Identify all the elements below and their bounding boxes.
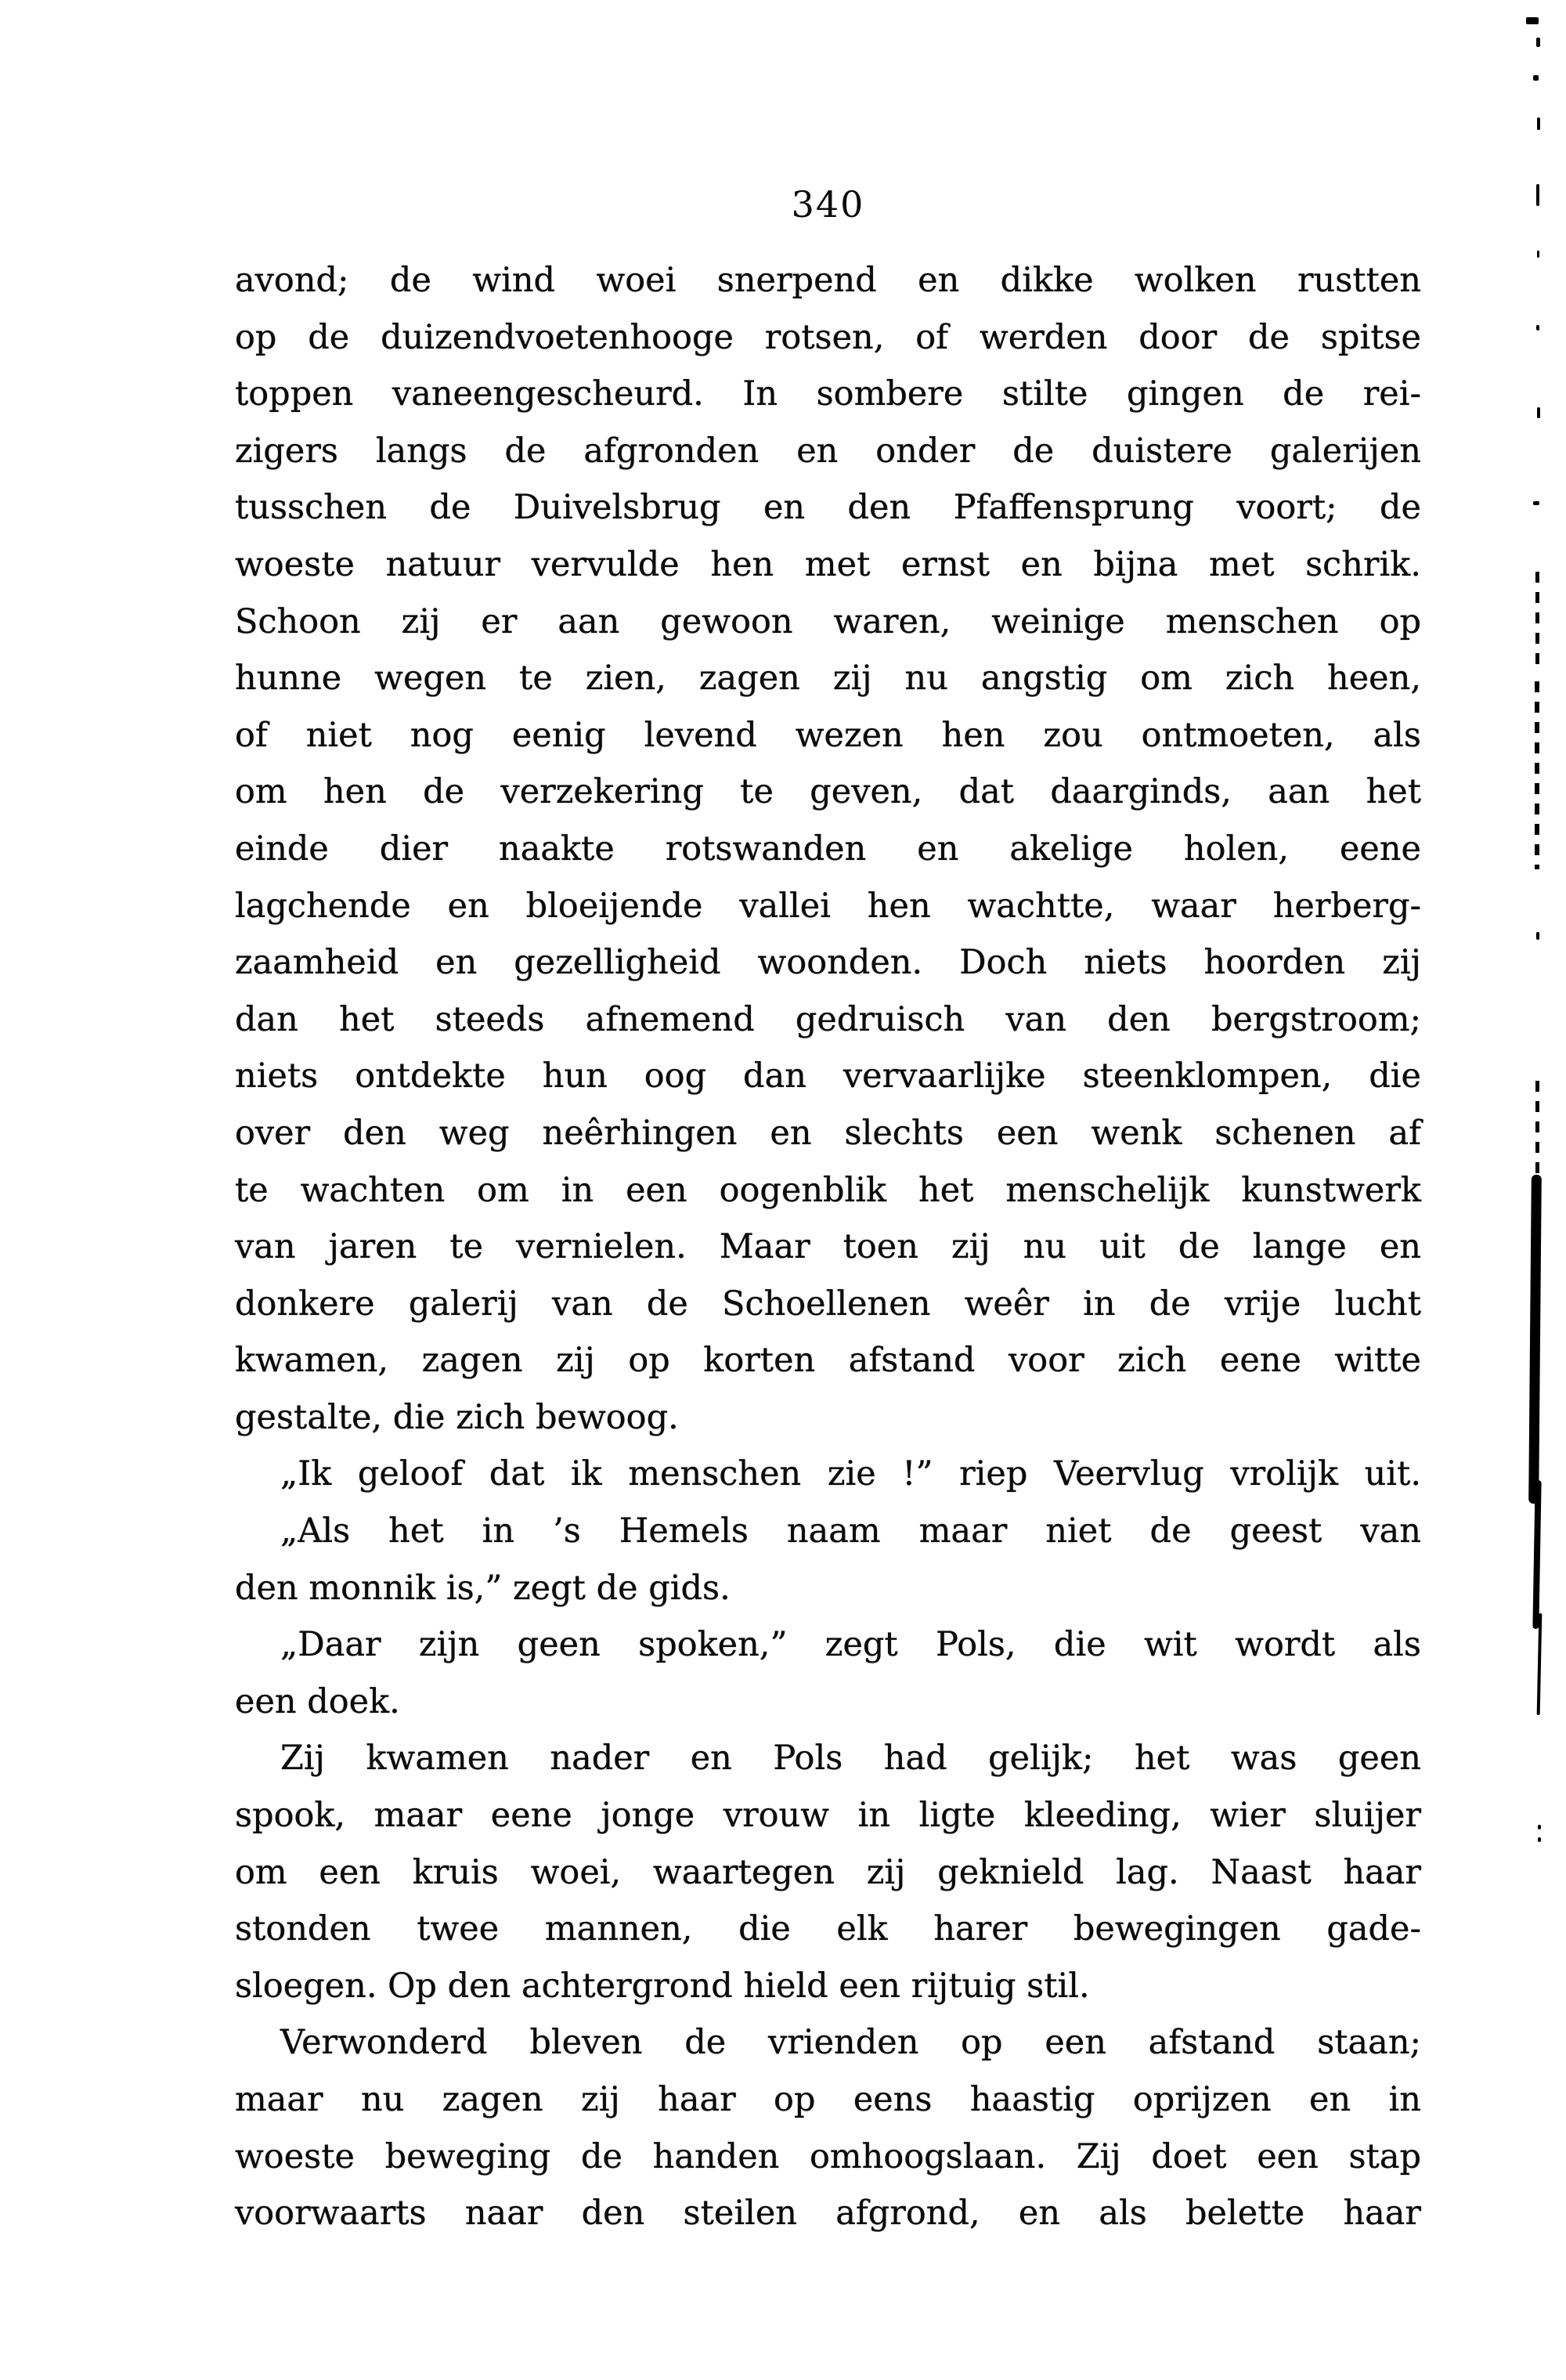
text-line: kwamen, zagen zij op korten afstand voor zich eene witte: [235, 1341, 1421, 1381]
text-line: Zij kwamen nader en Pols had gelijk; het was geen: [280, 1739, 1421, 1779]
text-line: Verwonderd bleven de vrienden op een afstand staan;: [280, 2023, 1421, 2063]
text-line: gestalte, die zich bewoog.: [235, 1397, 679, 1437]
text-line: om een kruis woei, waartegen zij geknield lag. Naast haar: [235, 1852, 1421, 1892]
text-line: sloegen. Op den achtergrond hield een rijtuig stil.: [235, 1966, 1090, 2006]
text-line: zaamheid en gezelligheid woonden. Doch niets hoorden zij: [235, 943, 1421, 983]
text-line: „Daar zijn geen spoken,” zegt Pols, die wit wordt als: [280, 1625, 1421, 1665]
ink-speck: [1537, 407, 1540, 418]
text-line: om hen de verzekering te geven, dat daarginds, aan het: [235, 772, 1421, 812]
text-line: of niet nog eenig levend wezen hen zou ontmoeten, als: [235, 715, 1421, 755]
text-line: woeste natuur vervulde hen met ernst en bijna met schrik.: [235, 544, 1421, 584]
ink-streak: [1537, 1613, 1543, 1715]
ink-streak: [1535, 681, 1539, 869]
text-line: stonden twee mannen, die elk harer bewegingen gade-: [235, 1909, 1421, 1949]
text-line: lagchende en bloeijende vallei hen wachtte, waar herberg-: [235, 886, 1421, 926]
text-line: einde dier naakte rotswanden en akelige holen, eene: [235, 829, 1421, 869]
text-line: maar nu zagen zij haar op eens haastig oprijzen en in: [235, 2080, 1421, 2119]
text-line: den monnik is,” zegt de gids.: [235, 1568, 731, 1608]
text-line: voorwaarts naar den steilen afgrond, en als belette haar: [235, 2194, 1421, 2234]
text-line: een doek.: [235, 1681, 400, 1721]
text-line: woeste beweging de handen omhoogslaan. Zij doet een stap: [235, 2136, 1421, 2176]
ink-speck: [1536, 184, 1539, 206]
ink-speck: [1536, 932, 1539, 940]
ink-speck: [1537, 117, 1540, 130]
ink-speck: [1538, 1825, 1541, 1829]
text-line: te wachten om in een oogenblik het menschelijk kunstwerk: [235, 1170, 1421, 1210]
text-line: op de duizendvoetenhooge rotsen, of werden door de spitse: [235, 317, 1421, 357]
text-line: niets ontdekte hun oog dan vervaarlijke steenklompen, die: [235, 1056, 1421, 1096]
ink-speck: [1536, 38, 1540, 47]
ink-streak: [1535, 1081, 1539, 1175]
ink-speck: [1536, 325, 1539, 330]
text-line: over den weg neêrhingen en slechts een wenk schenen af: [235, 1113, 1421, 1153]
ink-speck: [1538, 1837, 1541, 1842]
text-line: spook, maar eene jonge vrouw in ligte kleeding, wier sluijer: [235, 1796, 1421, 1836]
ink-streak: [1535, 572, 1539, 674]
page-number: 340: [791, 183, 865, 226]
text-line: donkere galerij van de Schoellenen weêr in de vrije lucht: [235, 1284, 1421, 1324]
body-text: [235, 252, 1421, 2242]
text-line: toppen vaneengescheurd. In sombere stilte gingen de rei-: [235, 374, 1421, 414]
text-line: zigers langs de afgronden en onder de duistere galerijen: [235, 431, 1421, 471]
text-line: tusschen de Duivelsbrug en den Pfaffensprung voort; de: [235, 488, 1421, 528]
ink-speck: [1533, 75, 1539, 81]
text-line: van jaren te vernielen. Maar toen zij nu uit de lange en: [235, 1227, 1421, 1267]
ink-speck: [1537, 251, 1539, 258]
ink-speck: [1526, 17, 1539, 24]
text-line: avond; de wind woei snerpend en dikke wolken rustten: [235, 261, 1421, 300]
text-line: Schoon zij er aan gewoon waren, weinige menschen op: [235, 601, 1421, 641]
text-line: „Als het in ’s Hemels naam maar niet de geest van: [280, 1511, 1421, 1551]
ink-streak: [1532, 1480, 1541, 1629]
ink-speck: [1533, 501, 1539, 505]
text-line: dan het steeds afnemend gedruisch van den bergstroom;: [235, 999, 1421, 1039]
text-line: hunne wegen te zien, zagen zij nu angstig om zich heen,: [235, 659, 1421, 699]
ink-streak: [1528, 1175, 1542, 1504]
text-line: „Ik geloof dat ik menschen zie !” riep Veervlug vrolijk uit.: [280, 1454, 1421, 1494]
